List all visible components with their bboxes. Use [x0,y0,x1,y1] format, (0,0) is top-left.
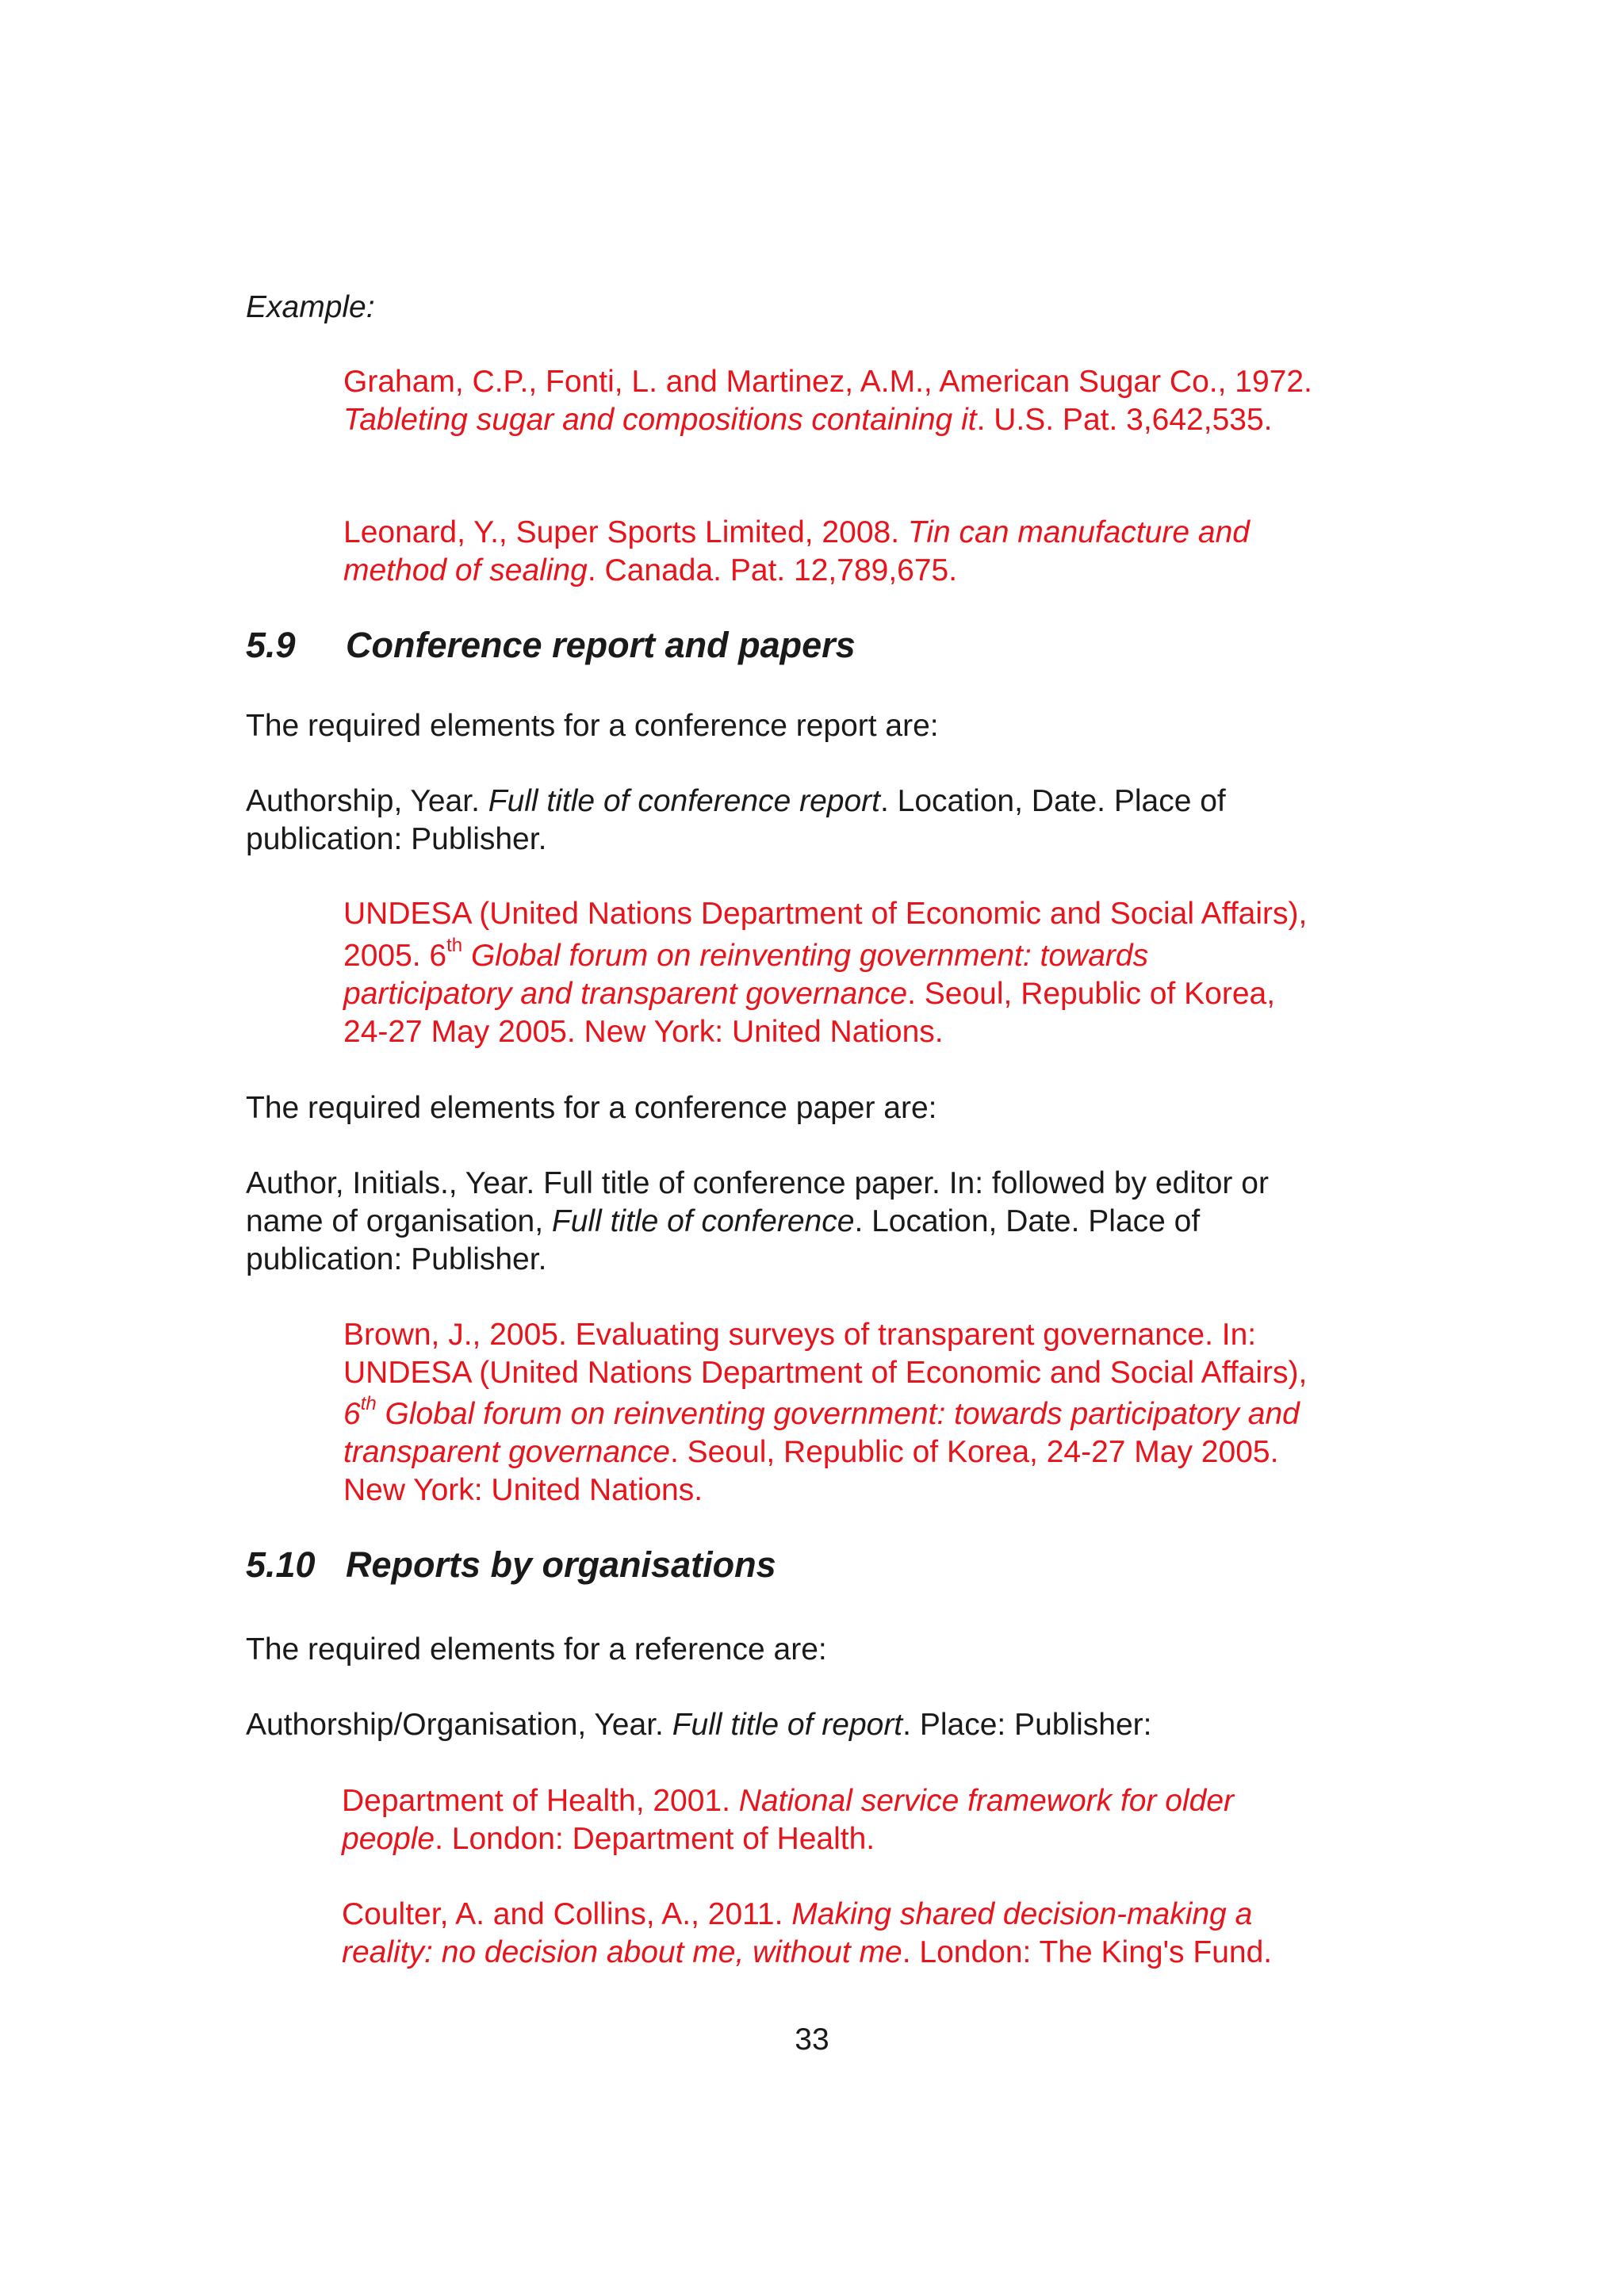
conference-report-example-line-3: participatory and transparent governance. Seoul, Republic of Korea, [343,977,1276,1011]
patent-ref-2-line-2: method of sealing. Canada. Pat. 12,789,675. [343,553,958,587]
section-5-10-heading [246,1543,776,1587]
conference-paper-example-line-2: UNDESA (United Nations Department of Economic and Social Affairs), [343,1356,1308,1390]
conference-paper-example-line-4: transparent governance. Seoul, Republic of Korea, 24-27 May 2005. [343,1435,1279,1469]
conference-paper-example-line-5: New York: United Nations. [343,1473,703,1507]
conference-report-example-line-4: 24-27 May 2005. New York: United Nations. [343,1015,944,1049]
conference-report-example-line-1: UNDESA (United Nations Department of Economic and Social Affairs), [343,897,1308,931]
page-number: 33 [795,2022,829,2057]
reports-format: Authorship/Organisation, Year. Full title of report. Place: Publisher: [246,1708,1152,1742]
conference-paper-intro: The required elements for a conference paper are: [246,1091,937,1125]
reports-example-2-line-2: reality: no decision about me, without me. London: The King's Fund. [342,1935,1273,1969]
conference-report-example-line-2: 2005. 6th Global forum on reinventing government: towards [343,935,1149,973]
reports-example-1-line-2: people. London: Department of Health. [342,1822,875,1856]
conference-report-format-line-1: Authorship, Year. Full title of conference report. Location, Date. Place of [246,784,1226,818]
conference-paper-format-line-1: Author, Initials., Year. Full title of conference paper. In: followed by editor or [246,1166,1269,1200]
conference-paper-example-line-3: 6th Global forum on reinventing government: towards participatory and [343,1393,1300,1431]
conference-report-intro: The required elements for a conference report are: [246,709,939,743]
section-number: 5.10 [246,1544,316,1585]
reports-example-1-line-1: Department of Health, 2001. National service framework for older [342,1784,1235,1818]
patent-ref-1-line-1: Graham, C.P., Fonti, L. and Martinez, A.M., American Sugar Co., 1972. [343,365,1312,399]
section-title: Reports by organisations [346,1544,776,1585]
conference-paper-example-line-1: Brown, J., 2005. Evaluating surveys of transparent governance. In: [343,1318,1257,1352]
conference-paper-format-line-2: name of organisation, Full title of conference. Location, Date. Place of [246,1204,1201,1238]
reports-example-2-line-1: Coulter, A. and Collins, A., 2011. Making shared decision-making a [342,1897,1253,1931]
example-label: Example: [246,290,375,324]
section-number: 5.9 [246,625,296,665]
patent-ref-1-line-2: Tableting sugar and compositions containing it. U.S. Pat. 3,642,535. [343,403,1273,437]
section-5-9-heading [246,623,856,668]
section-title: Conference report and papers [346,625,856,665]
reports-intro: The required elements for a reference are: [246,1632,827,1667]
conference-paper-format-line-3: publication: Publisher. [246,1242,547,1276]
patent-ref-2-line-1: Leonard, Y., Super Sports Limited, 2008. Tin can manufacture and [343,515,1250,549]
conference-report-format-line-2: publication: Publisher. [246,822,547,856]
